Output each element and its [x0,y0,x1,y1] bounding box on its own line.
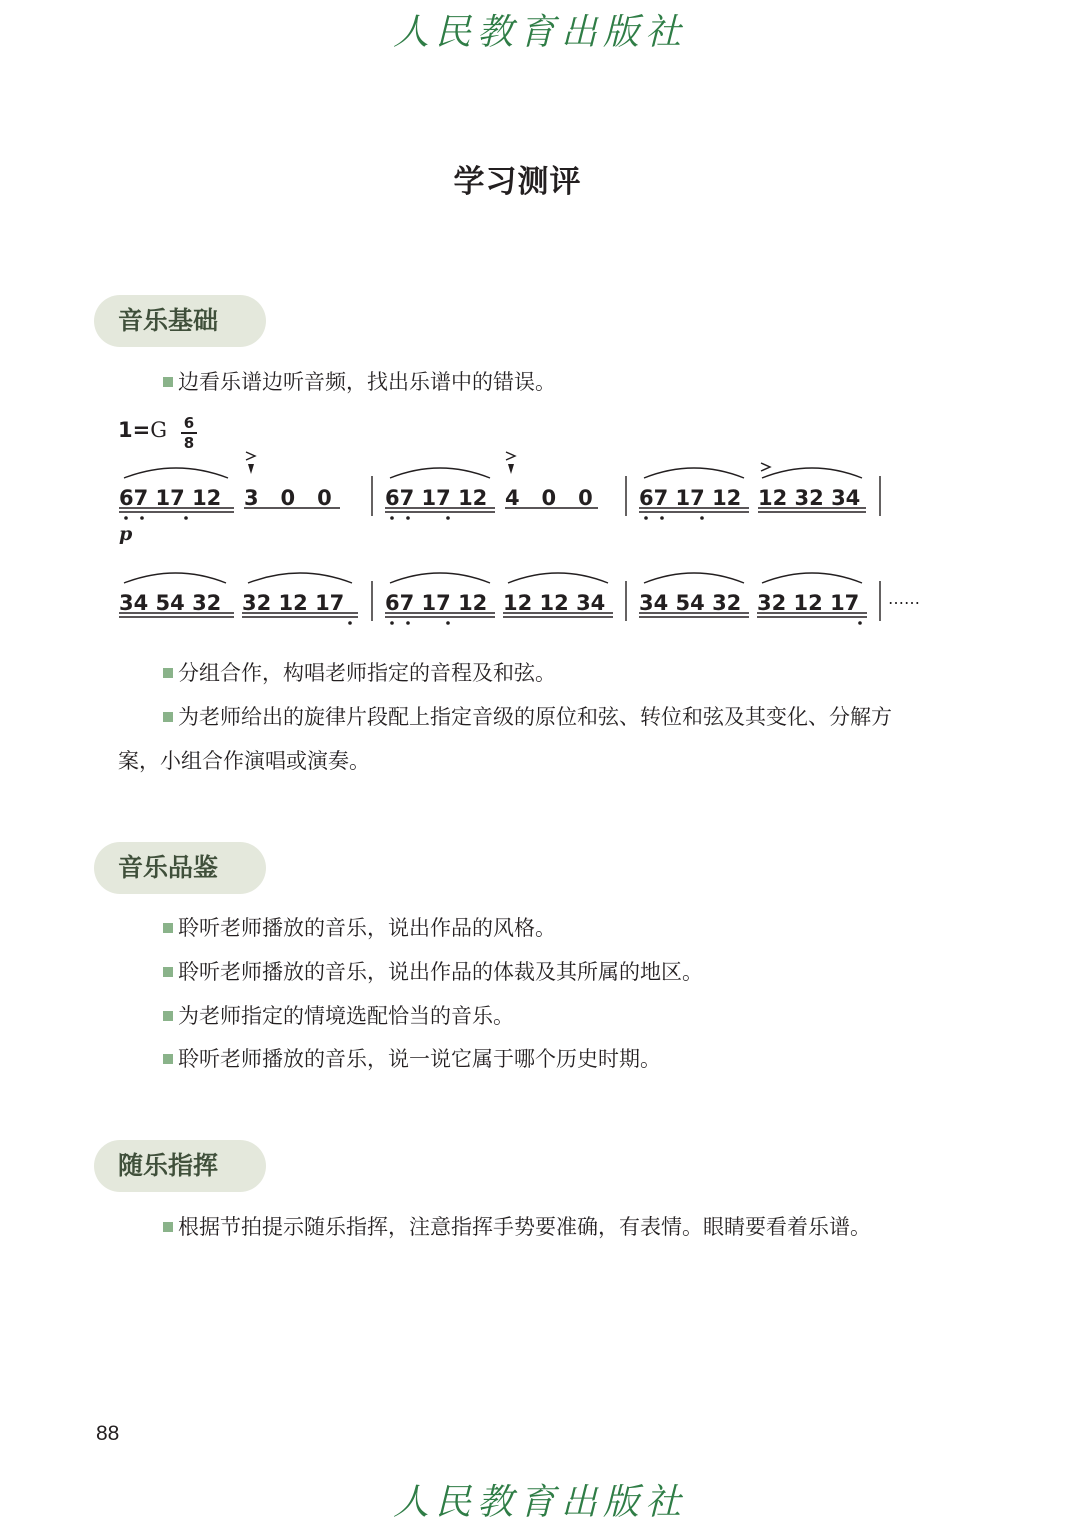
page-number: 88 [96,1422,120,1445]
section-heading-music-appreciation: 音乐品鉴 [94,842,266,894]
note-group: 67 17 12 [385,486,488,510]
square-bullet-icon [163,1011,173,1021]
note-group: 67 17 12 [119,486,222,510]
note-group: 32 12 17 [242,591,345,615]
square-bullet-icon [163,967,173,977]
note-group: 34 54 32 [639,591,742,615]
square-bullet-icon [163,712,173,722]
publisher-logo-bottom: 人民教育出版社 [392,1482,687,1523]
time-denominator: 8 [183,433,195,452]
section-heading-music-basics: 音乐基础 [94,295,266,347]
list-item [163,906,556,950]
list-item [163,1037,661,1081]
note-group: 67 17 12 [385,591,488,615]
item-text: 分组合作，构唱老师指定的音程及和弦。 [178,661,556,685]
square-bullet-icon [163,377,173,387]
item-text: 边看乐谱边听音频，找出乐谱中的错误。 [178,370,556,394]
note-group: 12 12 34 [503,591,606,615]
item-text: 根据节拍提示随乐指挥，注意指挥手势要准确，有表情。眼睛要看着乐谱。 [178,1215,871,1239]
time-numerator: 6 [183,414,195,432]
item-text: 聆听老师播放的音乐，说出作品的体裁及其所属的地区。 [178,960,703,984]
list-item [163,651,556,695]
square-bullet-icon [163,1222,173,1232]
square-bullet-icon [163,1054,173,1064]
section-heading-conducting: 随乐指挥 [94,1140,266,1192]
page-title: 学习测评 [453,164,582,200]
list-item [163,360,556,404]
list-item [163,994,514,1038]
list-item [163,1205,871,1249]
item-text: 聆听老师播放的音乐，说一说它属于哪个历史时期。 [178,1047,661,1071]
note-group: 12 32 34 [758,486,861,510]
publisher-logo-top: 人民教育出版社 [392,12,687,53]
item-text: 为老师给出的旋律片段配上指定音级的原位和弦、转位和弦及其变化、分解方案，小组合作演唱或演奏。 [118,705,892,773]
note-group: 3 0 0 [244,486,332,510]
note-group: 34 54 32 [119,591,222,615]
note-group: 32 12 17 [757,591,860,615]
square-bullet-icon [163,923,173,933]
note-group: 67 17 12 [639,486,742,510]
dynamic-marking: p [119,523,133,545]
numbered-notation-score [112,410,942,630]
item-text: 聆听老师播放的音乐，说出作品的风格。 [178,916,556,940]
key-note: G [150,418,167,442]
square-bullet-icon [163,668,173,678]
list-item [163,950,703,994]
list-item [118,695,918,783]
key-label: 1= [118,418,151,442]
note-group: 4 0 0 [505,486,593,510]
item-text: 为老师指定的情境选配恰当的音乐。 [178,1004,514,1028]
continuation-ellipsis: …… [888,589,920,608]
